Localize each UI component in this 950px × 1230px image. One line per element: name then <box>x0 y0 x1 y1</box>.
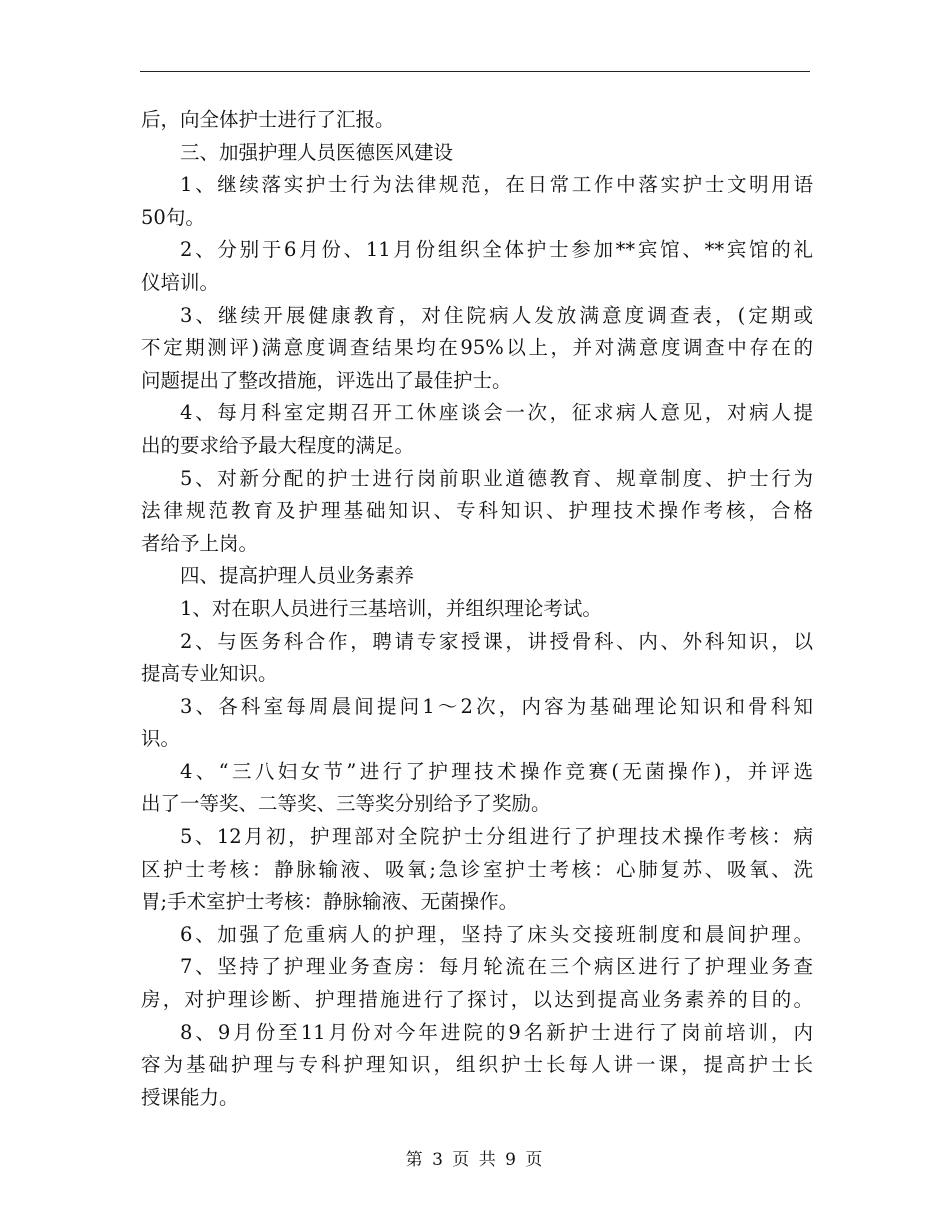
text-line: 1、对在职人员进行三基培训，并组织理论考试。 <box>180 596 602 620</box>
text-line: 5、对新分配的护士进行岗前职业道德教育、规章制度、护士行为 <box>180 466 813 490</box>
document-body <box>141 104 813 1114</box>
text-line: 3、各科室每周晨间提问1～2次，内容为基础理论知识和骨科知 <box>180 694 813 718</box>
text-line: 出了一等奖、二等奖、三等奖分别给予了奖励。 <box>141 792 551 816</box>
text-line: 6、加强了危重病人的护理，坚持了床头交接班制度和晨间护理。 <box>180 922 813 946</box>
text-line: 者给予上岗。 <box>141 531 259 555</box>
text-line: 法律规范教育及护理基础知识、专科知识、护理技术操作考核，合格 <box>141 499 813 523</box>
text-line: 胃;手术室护士考核：静脉输液、无菌操作。 <box>141 890 519 914</box>
header-rule <box>140 71 810 72</box>
text-line: 四、提高护理人员业务素养 <box>180 564 415 588</box>
text-line: 4、每月科室定期召开工休座谈会一次，征求病人意见，对病人提 <box>180 401 813 425</box>
text-line: 7、坚持了护理业务查房：每月轮流在三个病区进行了护理业务查 <box>180 955 813 979</box>
text-line: 授课能力。 <box>141 1085 239 1109</box>
text-line: 1、继续落实护士行为法律规范，在日常工作中落实护士文明用语 <box>180 173 813 197</box>
page-footer: 第 3 页 共 9 页 <box>405 1150 545 1170</box>
text-line: 区护士考核：静脉输液、吸氧;急诊室护士考核：心肺复苏、吸氧、洗 <box>141 857 813 881</box>
text-line: 后，向全体护士进行了汇报。 <box>141 108 395 131</box>
text-line: 4、“三八妇女节”进行了护理技术操作竞赛(无菌操作)，并评选 <box>180 759 813 783</box>
text-line: 2、与医务科合作，聘请专家授课，讲授骨科、内、外科知识，以 <box>180 629 813 653</box>
text-line: 50句。 <box>141 205 205 229</box>
text-line: 仪培训。 <box>141 270 220 294</box>
text-line: 问题提出了整改措施，评选出了最佳护士。 <box>141 368 512 392</box>
text-line: 5、12月初，护理部对全院护士分组进行了护理技术操作考核：病 <box>180 825 813 849</box>
text-line: 3、继续开展健康教育，对住院病人发放满意度调查表，(定期或 <box>180 303 813 327</box>
text-line: 三、加强护理人员医德医风建设 <box>180 140 454 164</box>
text-line: 识。 <box>141 727 181 751</box>
text-line: 不定期测评)满意度调查结果均在95%以上，并对满意度调查中存在的 <box>141 336 813 360</box>
text-line: 8、9月份至11月份对今年进院的9名新护士进行了岗前培训，内 <box>180 1020 813 1044</box>
text-line: 提高专业知识。 <box>141 662 278 686</box>
text-line: 房，对护理诊断、护理措施进行了探讨，以达到提高业务素养的目的。 <box>141 988 813 1012</box>
text-line: 2、分别于6月份、11月份组织全体护士参加**宾馆、**宾馆的礼 <box>180 238 813 262</box>
text-line: 出的要求给予最大程度的满足。 <box>141 433 415 457</box>
text-line: 容为基础护理与专科护理知识，组织护士长每人讲一课，提高护士长 <box>141 1053 813 1077</box>
